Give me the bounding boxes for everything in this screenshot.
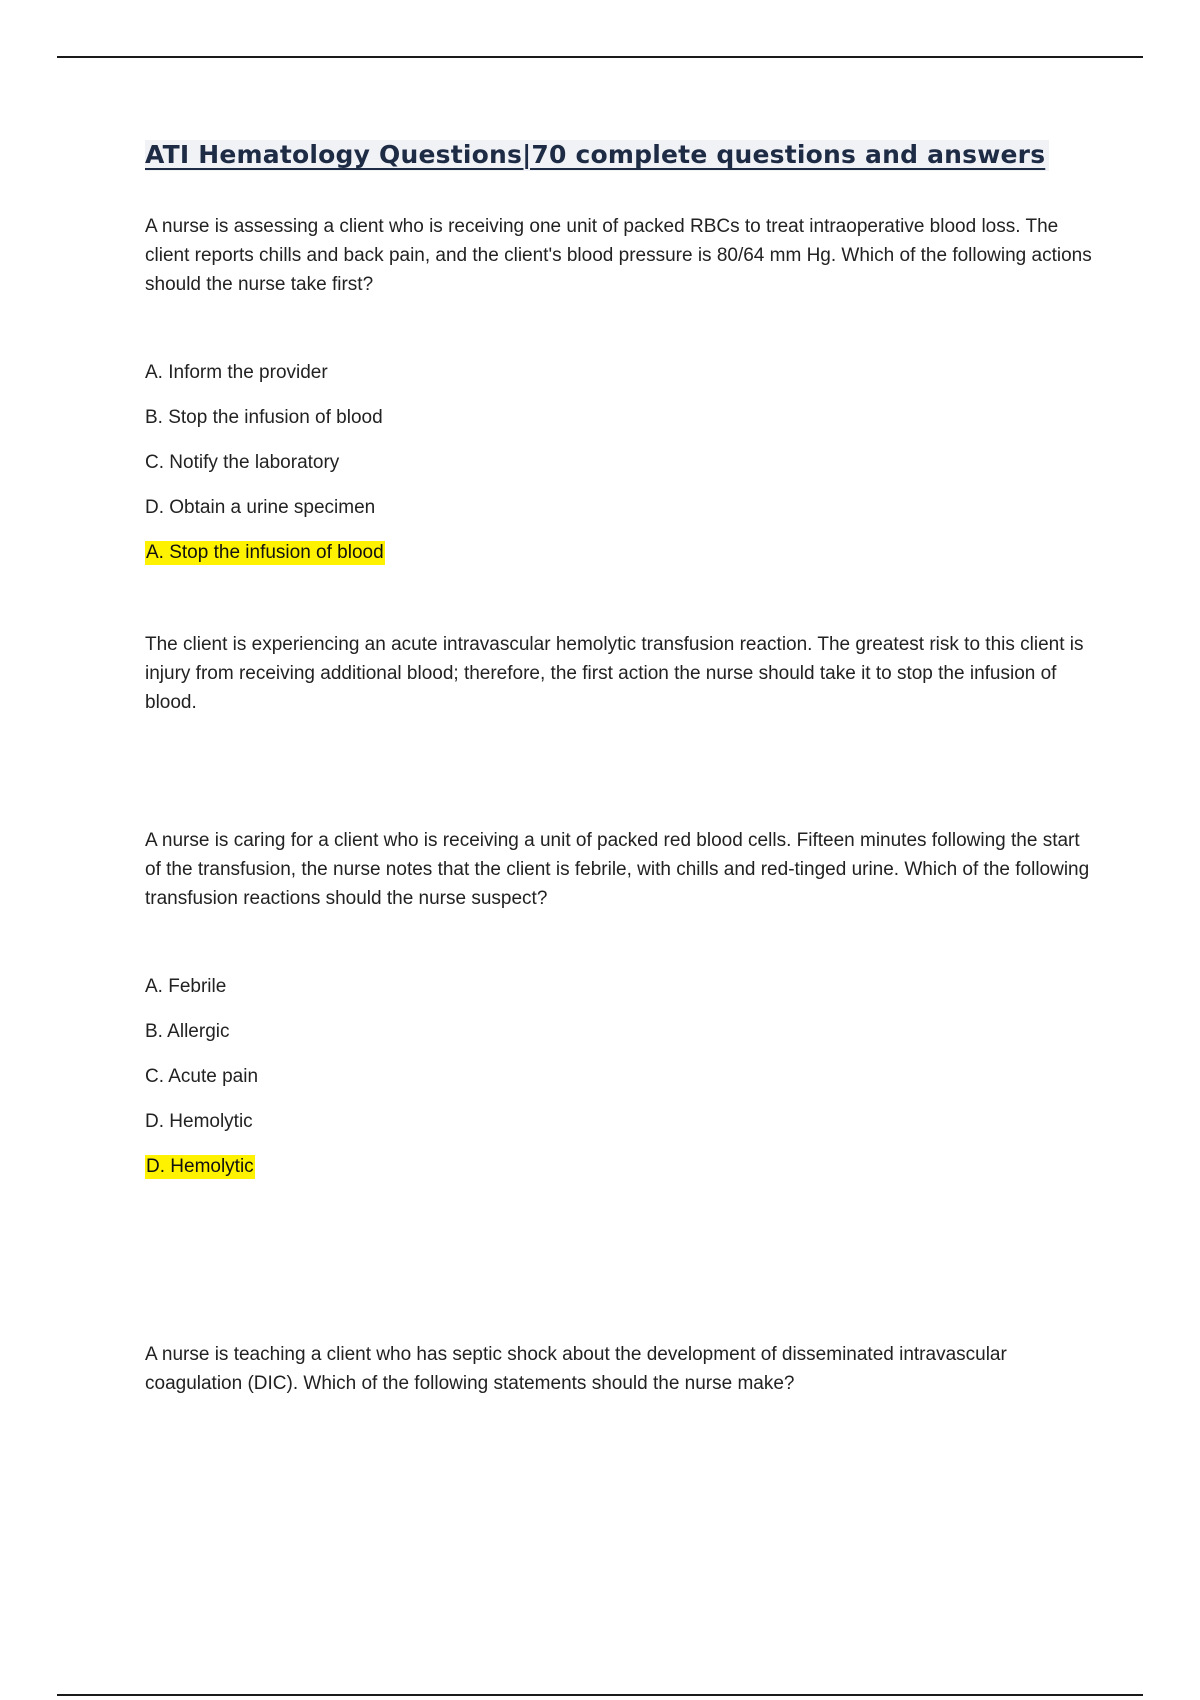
answer-options xyxy=(145,361,1095,541)
correct-answer-highlight: A. Stop the infusion of blood xyxy=(146,542,384,563)
option-c: C. Notify the laboratory xyxy=(145,452,340,473)
document-title: ATI Hematology Questions|70 complete questions and answers xyxy=(145,140,1049,171)
option-b: B. Allergic xyxy=(145,1021,230,1042)
question-stem: A nurse is teaching a client who has septic shock about the development of disseminated intravascular coagulation (DIC). Which of the following statements should the nurse make? xyxy=(145,1344,1007,1394)
question-stem: A nurse is assessing a client who is receiving one unit of packed RBCs to treat intraoperative blood loss. The client reports chills and back pain, and the client's blood pressure is 80/64 mm Hg. Which of the following actions should the nurse take first? xyxy=(145,216,1092,295)
correct-answer-highlight: D. Hemolytic xyxy=(146,1156,254,1177)
option-c: C. Acute pain xyxy=(145,1066,259,1087)
option-a: A. Inform the provider xyxy=(145,362,328,383)
answer-rationale: The client is experiencing an acute intravascular hemolytic transfusion reaction. The greatest risk to this client is injury from receiving additional blood; therefore, the first action the nurse should take it to stop the infusion of blood. xyxy=(145,634,1084,713)
document-page xyxy=(145,140,1095,171)
option-b: B. Stop the infusion of blood xyxy=(145,407,383,428)
top-rule xyxy=(57,56,1143,58)
option-d: D. Hemolytic xyxy=(145,1111,253,1132)
question-stem: A nurse is caring for a client who is receiving a unit of packed red blood cells. Fifteen minutes following the start of the transfusion, the nurse notes that the client is febrile, with chills and red-tinged urine. Which of the following transfusion reactions should the nurse suspect? xyxy=(145,830,1090,909)
question-block-2 xyxy=(145,826,1095,1179)
answer-options xyxy=(145,975,1095,1155)
question-block-3 xyxy=(145,1340,1095,1398)
option-d: D. Obtain a urine specimen xyxy=(145,497,376,518)
option-a: A. Febrile xyxy=(145,976,227,997)
bottom-rule xyxy=(57,1694,1143,1696)
question-block-1 xyxy=(145,212,1095,717)
